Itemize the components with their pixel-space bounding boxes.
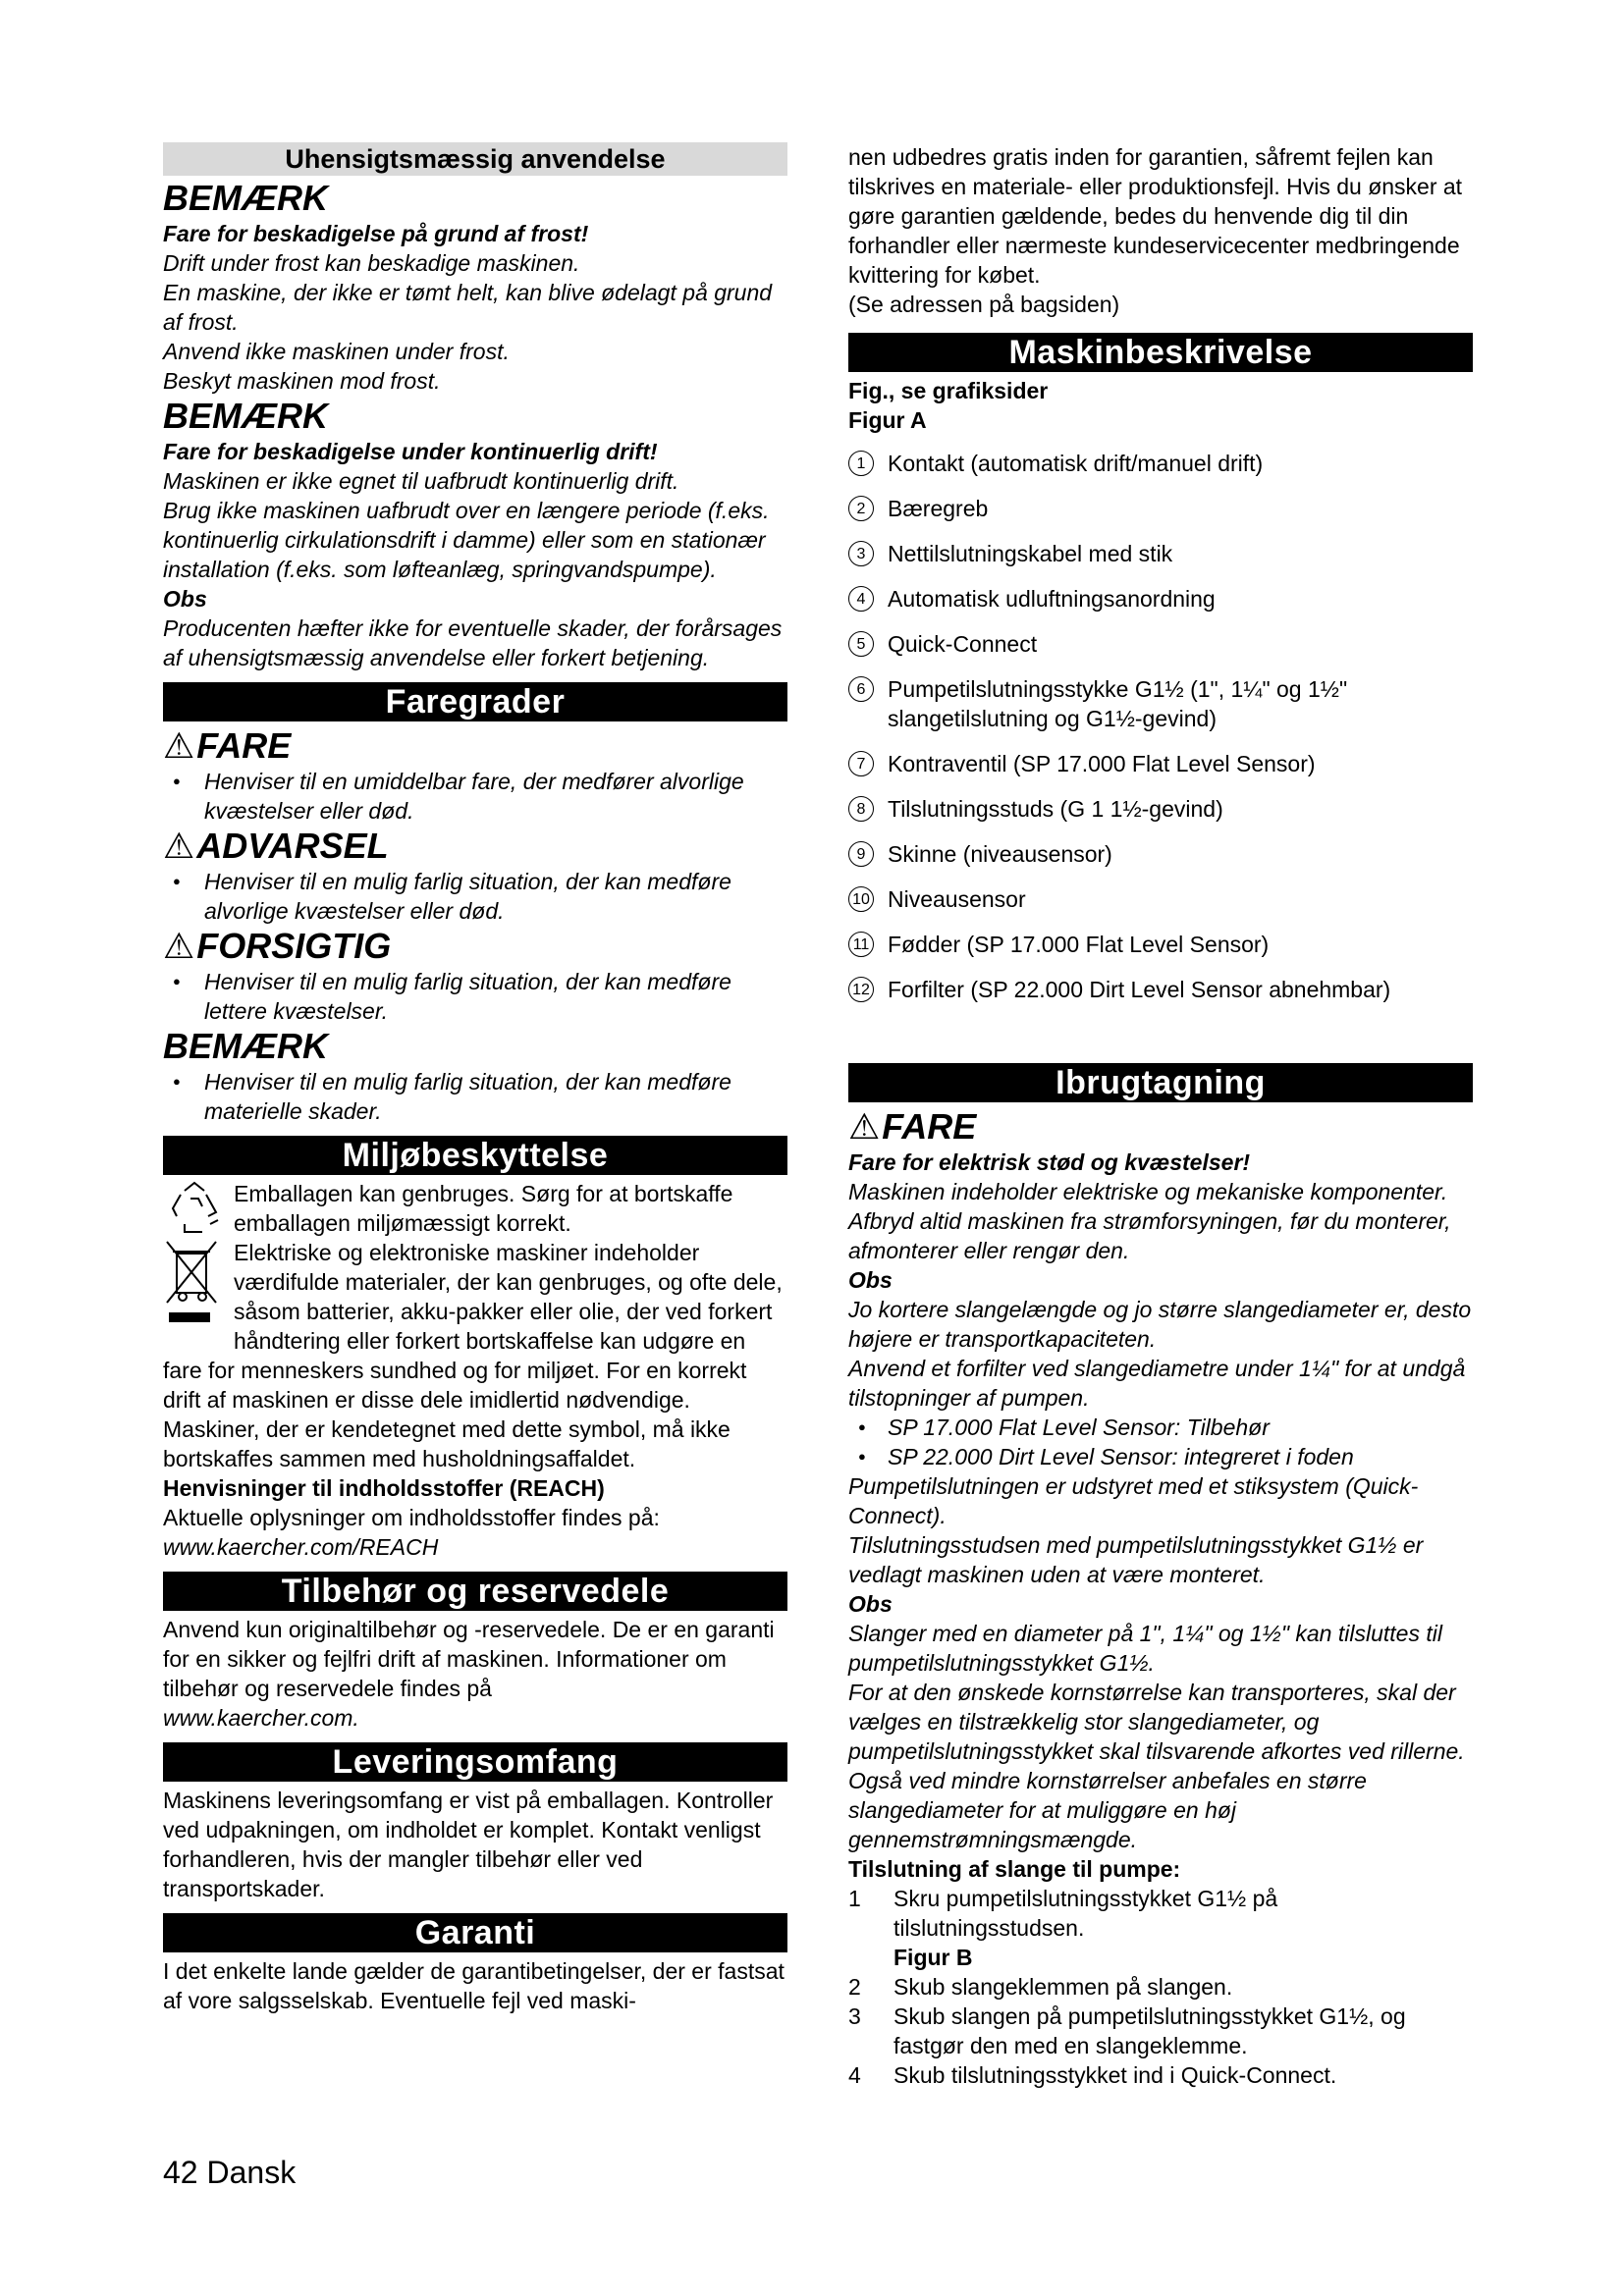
footer-language: Dansk bbox=[206, 2155, 297, 2190]
obs-2-line-1: Jo kortere slangelængde og jo større slangediameter er, desto højere er transportkapaciteten. bbox=[848, 1297, 1472, 1352]
part-number-circle: 10 bbox=[848, 886, 874, 912]
part-item bbox=[848, 674, 1473, 733]
bemaerk-2-line-1: Maskinen er ikke egnet til uafbrudt kontinuerlig drift. bbox=[163, 468, 679, 494]
step-2-number: 2 bbox=[848, 1974, 861, 2000]
fare-line-1: Maskinen indeholder elektriske og mekaniske komponenter. bbox=[848, 1179, 1448, 1204]
forsigtig-title: FORSIGTIG bbox=[196, 926, 392, 966]
part-number-circle: 6 bbox=[848, 676, 874, 702]
part-number-circle: 8 bbox=[848, 796, 874, 822]
part-label: Bæregreb bbox=[888, 496, 989, 521]
bemaerk-3-title: BEMÆRK bbox=[163, 1026, 328, 1066]
part-item bbox=[848, 839, 1473, 869]
part-number-circle: 11 bbox=[848, 932, 874, 957]
fig-see: Fig., se grafiksider bbox=[848, 378, 1049, 403]
parts-list bbox=[848, 449, 1473, 1004]
fare-title-right: FARE bbox=[882, 1106, 977, 1147]
warning-triangle-icon: ⚠ bbox=[163, 826, 195, 866]
pump-line-2: Tilslutningsstudsen med pumpetilslutningsstykket G1½ er vedlagt maskinen uden at være monteret. bbox=[848, 1532, 1424, 1587]
garanti-cont: nen udbedres gratis inden for garantien, såfremt fejlen kan tilskrives en materiale- eller produktionsfejl. Hvis du ønsker at gøre garantien gældende, bedes du henvende dig til din forhandler eller nærmeste kundeservicecenter medbringende kvittering for købet. bbox=[848, 144, 1463, 288]
bemaerk-2-line-2: Brug ikke maskinen uafbrudt over en længere periode (f.eks. kontinuerlig cirkulationsdrift i damme) eller som en stationær installation (f.eks. som løfteanlæg, springvandspumpe). bbox=[163, 498, 770, 582]
obs-1-text: Producenten hæfter ikke for eventuelle skader, der forårsages af uhensigtsmæssig anvendelse eller forkert betjening. bbox=[163, 615, 783, 670]
bemaerk-2-title: BEMÆRK bbox=[163, 396, 328, 436]
forsigtig-title-row bbox=[163, 926, 787, 967]
forsigtig-text: ● Henviser til en mulig farlig situation, der kan medføre lettere kvæstelser. bbox=[163, 967, 787, 1026]
left-column bbox=[163, 142, 787, 2015]
part-label: Nettilslutningskabel med stik bbox=[888, 541, 1173, 566]
heading-garanti: Garanti bbox=[163, 1913, 787, 1952]
pump-line-1: Pumpetilslutningen er udstyret med et stiksystem (Quick-Connect). bbox=[848, 1473, 1419, 1528]
miljo-text-2: Elektriske og elektroniske maskiner indeholder værdifulde materialer, der kan genbruges, og ofte dele, såsom batterier, akku-pakker eller olie, der ved forkert håndtering eller forkert bortskaffelse kan udgøre en fare for menneskers sundhed og for miljøet. For en korrekt drift af maskinen er disse dele imidlertid nødvendige. Maskiner, der er kendetegnet med dette symbol, må ikke bortskaffes sammen med husholdningsaffaldet. bbox=[163, 1240, 783, 1471]
part-label: Quick-Connect bbox=[888, 631, 1038, 657]
heading-ibrugtagning: Ibrugtagning bbox=[848, 1063, 1473, 1102]
step-3 bbox=[848, 2002, 1473, 2060]
heading-levering: Leveringsomfang bbox=[163, 1742, 787, 1782]
part-label: Forfilter (SP 22.000 Dirt Level Sensor abnehmbar) bbox=[888, 977, 1391, 1002]
part-item bbox=[848, 584, 1473, 614]
crossed-bin-icon bbox=[163, 1238, 222, 1328]
part-item bbox=[848, 884, 1473, 914]
warning-triangle-icon: ⚠ bbox=[848, 1106, 881, 1147]
fare-sub-right: Fare for elektrisk stød og kvæstelser! bbox=[848, 1149, 1251, 1175]
part-item bbox=[848, 930, 1473, 959]
bemaerk-1-line-3: Anvend ikke maskinen under frost. bbox=[163, 339, 510, 364]
part-number-circle: 4 bbox=[848, 586, 874, 612]
garanti-addr: (Se adressen på bagsiden) bbox=[848, 292, 1120, 317]
bemaerk-1-title: BEMÆRK bbox=[163, 178, 328, 218]
obs-3-line-2: For at den ønskede kornstørrelse kan transporteres, skal der vælges en tilstrækkelig stor slangediameter, og pumpetilslutningsstykket skal tilsvarende afkortes ved rillerne. Også ved mindre kornstørrelser anbefales en større slangediameter for at muliggøre en høj gennemstrømningsmængde. bbox=[848, 1680, 1465, 1852]
fare-text: ● Henviser til en umiddelbar fare, der medfører alvorlige kvæstelser eller død. bbox=[163, 767, 787, 826]
bemaerk-1-sub: Fare for beskadigelse på grund af frost! bbox=[163, 221, 589, 246]
part-item bbox=[848, 539, 1473, 568]
part-item bbox=[848, 449, 1473, 478]
tilslutning-title: Tilslutning af slange til pumpe: bbox=[848, 1856, 1181, 1882]
obs-2-line-2: Anvend et forfilter ved slangediametre under 1¼" for at undgå tilstopninger af pumpen. bbox=[848, 1356, 1466, 1411]
step-1-number: 1 bbox=[848, 1886, 861, 1911]
part-number-circle: 7 bbox=[848, 751, 874, 776]
part-number-circle: 1 bbox=[848, 451, 874, 476]
step-4 bbox=[848, 2060, 1473, 2090]
fare-title-row bbox=[163, 725, 787, 767]
miljo-text-1: Emballagen kan genbruges. Sørg for at bortskaffe emballagen miljømæssigt korrekt. bbox=[234, 1181, 733, 1236]
reach-title: Henvisninger til indholdsstoffer (REACH) bbox=[163, 1475, 605, 1501]
part-item bbox=[848, 975, 1473, 1004]
bullet-1: ● SP 17.000 Flat Level Sensor: Tilbehør bbox=[848, 1413, 1473, 1442]
fare-title: FARE bbox=[196, 725, 292, 766]
part-item bbox=[848, 629, 1473, 659]
tilbehor-text: Anvend kun originaltilbehør og -reservedele. De er en garanti for en sikker og fejlfri drift af maskinen. Informationer om tilbehør og reservedele findes på bbox=[163, 1617, 775, 1701]
part-label: Kontraventil (SP 17.000 Flat Level Sensor) bbox=[888, 751, 1316, 776]
step-2-text: Skub slangeklemmen på slangen. bbox=[893, 1974, 1233, 2000]
step-3-number: 3 bbox=[848, 2003, 861, 2029]
bemaerk-3-text: ● Henviser til en mulig farlig situation, der kan medføre materielle skader. bbox=[163, 1067, 787, 1126]
part-item bbox=[848, 494, 1473, 523]
heading-uhensigt: Uhensigtsmæssig anvendelse bbox=[163, 142, 787, 176]
reach-text: Aktuelle oplysninger om indholdsstoffer findes på: bbox=[163, 1505, 660, 1530]
recycle-icon bbox=[163, 1181, 226, 1240]
heading-faregrader: Faregrader bbox=[163, 682, 787, 721]
bullet-2: ● SP 22.000 Dirt Level Sensor: integreret i foden bbox=[848, 1442, 1473, 1471]
advarsel-title-row bbox=[163, 826, 787, 867]
warning-triangle-icon: ⚠ bbox=[163, 926, 195, 966]
part-number-circle: 5 bbox=[848, 631, 874, 657]
right-column bbox=[848, 142, 1473, 2090]
step-3-text: Skub slangen på pumpetilslutningsstykket G1½, og fastgør den med en slangeklemme. bbox=[893, 2003, 1406, 2058]
part-number-circle: 3 bbox=[848, 541, 874, 566]
step-4-text: Skub tilslutningsstykket ind i Quick-Connect. bbox=[893, 2062, 1337, 2088]
recycle-block bbox=[163, 1179, 787, 1238]
part-label: Kontakt (automatisk drift/manuel drift) bbox=[888, 451, 1264, 476]
part-number-circle: 12 bbox=[848, 977, 874, 1002]
levering-text: Maskinens leveringsomfang er vist på emballagen. Kontroller ved udpakningen, om indholdet er komplet. Kontakt venligst forhandleren, hvis der mangler tilbehør eller ved transportskader. bbox=[163, 1788, 774, 1901]
tilbehor-url: www.kaercher.com. bbox=[163, 1705, 359, 1731]
part-label: Automatisk udluftningsanordning bbox=[888, 586, 1216, 612]
heading-tilbehor: Tilbehør og reservedele bbox=[163, 1572, 787, 1611]
page-number: 42 bbox=[163, 2155, 198, 2190]
reach-url: www.kaercher.com/REACH bbox=[163, 1534, 439, 1560]
part-number-circle: 9 bbox=[848, 841, 874, 867]
part-item bbox=[848, 794, 1473, 824]
heading-miljo: Miljøbeskyttelse bbox=[163, 1136, 787, 1175]
bemaerk-1-line-2: En maskine, der ikke er tømt helt, kan blive ødelagt på grund af frost. bbox=[163, 280, 773, 335]
part-label: Niveausensor bbox=[888, 886, 1026, 912]
part-number-circle: 2 bbox=[848, 496, 874, 521]
part-label: Tilslutningsstuds (G 1 1½-gevind) bbox=[888, 796, 1223, 822]
bemaerk-1-line-1: Drift under frost kan beskadige maskinen. bbox=[163, 250, 580, 276]
part-label: Fødder (SP 17.000 Flat Level Sensor) bbox=[888, 932, 1270, 957]
step-4-number: 4 bbox=[848, 2062, 861, 2088]
page-footer bbox=[163, 2155, 296, 2191]
bemaerk-2-sub: Fare for beskadigelse under kontinuerlig drift! bbox=[163, 439, 658, 464]
heading-maskinbeskrivelse: Maskinbeskrivelse bbox=[848, 333, 1473, 372]
warning-triangle-icon: ⚠ bbox=[163, 725, 195, 766]
garanti-text: I det enkelte lande gælder de garantibetingelser, der er fastsat af vore salgsselskab. Eventuelle fejl ved maski- bbox=[163, 1958, 785, 2013]
obs-3-line-1: Slanger med en diameter på 1", 1¼" og 1½" kan tilsluttes til pumpetilslutningsstykket G1½. bbox=[848, 1621, 1442, 1676]
bemaerk-1-line-4: Beskyt maskinen mod frost. bbox=[163, 368, 441, 394]
step-2 bbox=[848, 1972, 1473, 2002]
part-label: Pumpetilslutningsstykke G1½ (1", 1¼" og 1½" slangetilslutning og G1½-gevind) bbox=[888, 676, 1348, 731]
step-1 bbox=[848, 1884, 1473, 1943]
advarsel-title: ADVARSEL bbox=[196, 826, 389, 866]
fare-title-row-right bbox=[848, 1106, 1473, 1148]
obs-2-label: Obs bbox=[848, 1267, 893, 1293]
part-label: Skinne (niveausensor) bbox=[888, 841, 1112, 867]
fare-line-2: Afbryd altid maskinen fra strømforsyningen, før du monterer, afmonterer eller rengør den. bbox=[848, 1208, 1451, 1263]
weee-block bbox=[163, 1238, 787, 1473]
step-1-text: Skru pumpetilslutningsstykket G1½ på tilslutningsstudsen. bbox=[893, 1886, 1278, 1941]
part-item bbox=[848, 749, 1473, 778]
obs-1-label: Obs bbox=[163, 586, 207, 612]
advarsel-text: ● Henviser til en mulig farlig situation, der kan medføre alvorlige kvæstelser eller død. bbox=[163, 867, 787, 926]
obs-3-label: Obs bbox=[848, 1591, 893, 1617]
step-1-figure: Figur B bbox=[893, 1945, 973, 1970]
fig-a: Figur A bbox=[848, 407, 927, 433]
